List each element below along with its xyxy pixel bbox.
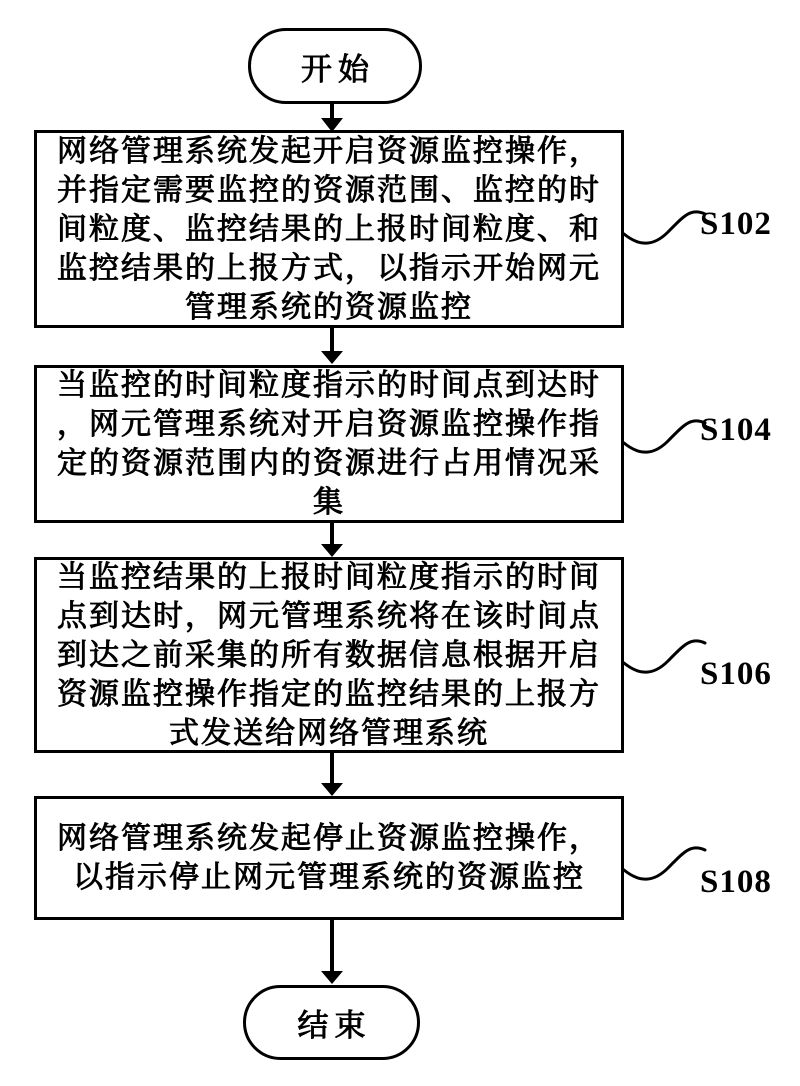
flow-arrow-s108-to-end xyxy=(321,920,343,984)
process-text-line: ，网元管理系统对开启资源监控操作指 xyxy=(57,408,601,441)
process-text-line: 式发送给网络管理系统 xyxy=(169,716,489,750)
process-box-s106 xyxy=(34,557,624,753)
flow-arrow-s106-to-s108 xyxy=(321,753,343,796)
process-text-line: 资源监控操作指定的监控结果的上报方 xyxy=(57,677,601,711)
process-box-s104 xyxy=(34,365,624,523)
process-text-line: 以指示停止网元管理系统的资源监控 xyxy=(73,861,585,894)
connector-squiggle-s104 xyxy=(624,421,705,452)
flow-arrow-s102-to-s104 xyxy=(321,328,343,364)
step-label-s104: S104 xyxy=(700,412,772,448)
connector-squiggle-s106 xyxy=(624,641,705,672)
process-box-s108 xyxy=(34,796,624,920)
end-terminal-label: 结束 xyxy=(297,1008,372,1043)
process-text-line: 监控结果的上报方式，以指示开始网元 xyxy=(57,251,601,285)
process-text-line: 网络管理系统发起开启资源监控操作， xyxy=(57,134,601,168)
step-label-s106: S106 xyxy=(700,656,772,692)
process-text-line: 当监控的时间粒度指示的时间点到达时 xyxy=(57,369,601,402)
arrow-head-icon xyxy=(321,351,343,364)
start-terminal-label: 开始 xyxy=(301,51,375,87)
process-text-line: 当监控结果的上报时间粒度指示的时间 xyxy=(57,560,601,594)
process-text-line: 集 xyxy=(313,486,345,519)
arrow-head-icon xyxy=(321,544,343,557)
process-box-s102 xyxy=(34,130,624,328)
end-terminal xyxy=(243,985,420,1060)
process-text-line: 点到达时，网元管理系统将在该时间点 xyxy=(57,599,601,633)
step-label-s108: S108 xyxy=(700,864,772,900)
step-label-s102: S102 xyxy=(700,206,772,242)
process-text-line: 并指定需要监控的资源范围、监控的时 xyxy=(57,173,601,207)
flow-arrow-s104-to-s106 xyxy=(321,523,343,557)
process-text-line: 管理系统的资源监控 xyxy=(185,290,473,324)
process-text-line: 网络管理系统发起停止资源监控操作， xyxy=(57,822,601,855)
arrow-head-icon xyxy=(321,783,343,796)
connector-squiggle-s108 xyxy=(624,848,705,879)
process-text-line: 到达之前采集的所有数据信息根据开启 xyxy=(57,638,601,672)
process-text-line: 间粒度、监控结果的上报时间粒度、和 xyxy=(57,212,601,246)
process-text-line: 定的资源范围内的资源进行占用情况采 xyxy=(57,447,601,480)
start-terminal xyxy=(248,28,422,104)
connector-squiggle-s102 xyxy=(624,212,705,243)
arrow-head-icon xyxy=(321,971,343,984)
flow-arrow-start-to-s102 xyxy=(321,104,343,132)
